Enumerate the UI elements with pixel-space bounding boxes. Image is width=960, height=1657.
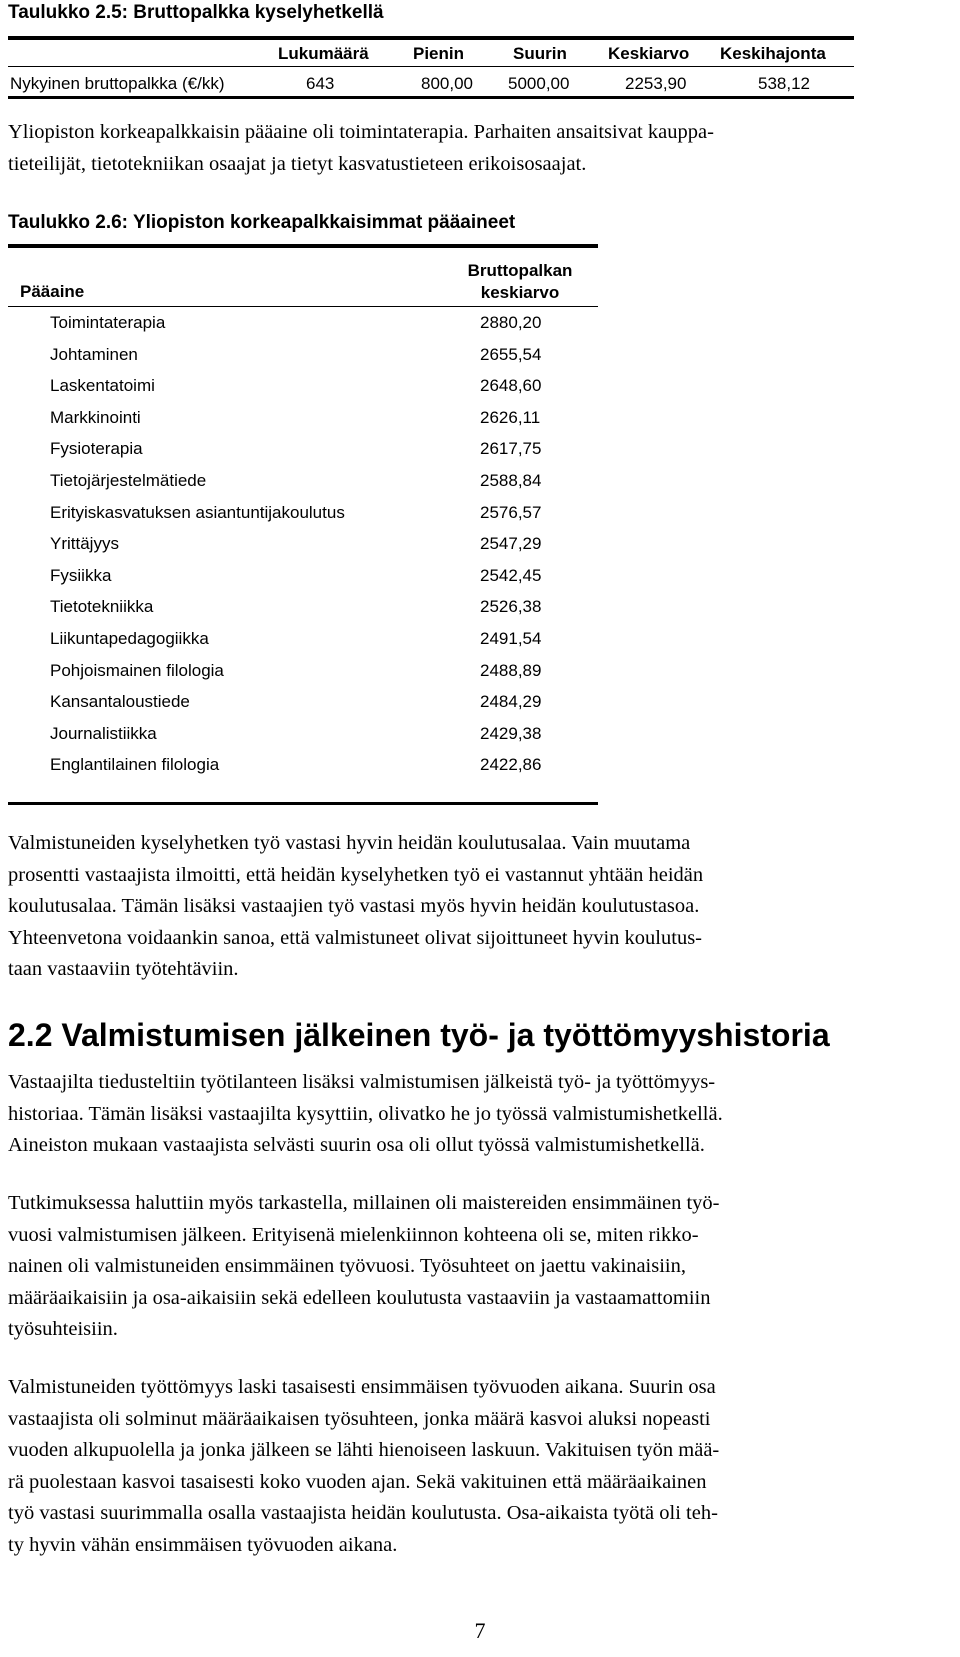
table-row-subject: Johtaminen [50,345,138,364]
header-keskihajonta: Keskihajonta [720,44,826,63]
table-2-5-top-rule [8,36,854,40]
table-2-5-header-rule [8,66,854,67]
col2-header-line-1: Bruttopalkan [467,261,573,280]
table-row-value: 2488,89 [480,661,542,680]
table-row-subject: Tietojärjestelmätiede [50,471,207,490]
paragraph-3-line-3: Aineiston mukaan vastaajista selvästi suurin osa oli ollut työssä valmistumishetkellä. [8,1134,705,1156]
paragraph-1-line-2: tieteilijät, tietotekniikan osaajat ja tietyt kasvatustieteen erikoisosaajat. [8,152,587,175]
paragraph-2-line-1: Valmistuneiden kyselyhetken työ vastasi hyvin heidän koulutusalaa. Vain muutama [8,832,691,854]
table-row-subject: Journalistiikka [50,724,157,743]
cell-lukumaara: 643 [306,74,335,93]
paragraph-5-line-3: vuoden alkupuolella ja jonka jälkeen se lähti hienoiseen laskuun. Vakituisen työn mää- [8,1439,720,1461]
cell-pienin: 800,00 [421,74,473,93]
paragraph-5-line-5: työ vastasi suurimmalla osalla vastaajista heidän koulutusta. Osa-aikaista työtä oli teh- [8,1502,718,1524]
table-row-value: 2617,75 [480,439,542,458]
paragraph-1 [8,117,948,180]
paragraph-2-line-5: taan vastaaviin työtehtäviin. [8,958,239,980]
table-row-value: 2429,38 [480,724,542,743]
table-row-value: 2491,54 [480,629,542,648]
table-row-subject: Tietotekniikka [50,597,154,616]
table-2-5-bottom-rule [8,96,854,99]
table-2-6-bottom-rule [8,802,598,805]
paragraph-2-line-2: prosentti vastaajista ilmoitti, että heidän kyselyhetken työ ei vastannut yhtään heidän [8,863,704,886]
table-2-6-col1-header: Pääaine [20,282,85,301]
table-2-6-header-rule [8,306,598,307]
header-suurin: Suurin [513,44,567,63]
table-row-subject: Kansantaloustiede [50,692,190,711]
paragraph-3 [8,1067,948,1162]
paragraph-3-line-1: Vastaajilta tiedusteltiin työtilanteen lisäksi valmistumisen jälkeistä työ- ja työttömyys- [8,1071,716,1093]
table-row-subject: Pohjoismainen filologia [50,661,224,680]
paragraph-5-line-2: vastaajista oli solminut määräaikaisen työsuhteen, jonka määrä kasvoi aluksi nopeasti [8,1407,711,1430]
cell-suurin: 5000,00 [508,74,570,93]
table-row-value: 2542,45 [480,566,542,585]
paragraph-5 [8,1372,948,1561]
paragraph-1-line-1: Yliopiston korkeapalkkaisin pääaine oli toimintaterapia. Parhaiten ansaitsivat kauppa- [8,121,714,143]
header-lukumaara: Lukumäärä [278,44,369,63]
table-2-5-caption: Taulukko 2.5: Bruttopalkka kyselyhetkellä [8,2,384,23]
header-pienin: Pienin [413,44,465,63]
paragraph-3-line-2: historiaa. Tämän lisäksi vastaajilta kysyttiin, olivatko he jo työssä valmistumishetkellä. [8,1102,723,1125]
paragraph-4-line-4: määräaikaisiin ja osa-aikaisiin sekä edelleen koulutusta vastaaviin ja vastaamattomiin [8,1286,711,1309]
paragraph-4-line-2: vuosi valmistumisen jälkeen. Erityisenä mielenkiinnon kohteena oli se, miten rikko- [8,1223,699,1246]
section-heading: 2.2 Valmistumisen jälkeinen työ- ja työttömyyshistoria [8,1017,830,1053]
table-2-6-col2-header [455,260,585,304]
paragraph-5-line-6: ty hyvin vähän ensimmäisen työvuoden aikana. [8,1533,398,1556]
table-row-subject: Fysiikka [50,566,112,585]
table-row-subject: Yrittäjyys [50,534,119,553]
paragraph-4-line-5: työsuhteisiin. [8,1318,118,1340]
paragraph-4-line-1: Tutkimuksessa haluttiin myös tarkastella, millainen oli maistereiden ensimmäinen työ- [8,1192,720,1214]
cell-keskihajonta: 538,12 [758,74,810,93]
table-row-value: 2547,29 [480,534,542,553]
table-row-value: 2655,54 [480,345,542,364]
table-row-subject: Erityiskasvatuksen asiantuntijakoulutus [50,503,345,522]
paragraph-5-line-1: Valmistuneiden työttömyys laski tasaisesti ensimmäisen työvuoden aikana. Suurin osa [8,1376,716,1398]
paragraph-4 [8,1188,948,1346]
row-label-bruttopalkka: Nykyinen bruttopalkka (€/kk) [10,74,225,93]
table-row-subject: Laskentatoimi [50,376,155,395]
header-keskiarvo: Keskiarvo [608,44,690,63]
table-row-subject: Markkinointi [50,408,141,427]
paragraph-2-line-4: Yhteenvetona voidaankin sanoa, että valmistuneet olivat sijoittuneet hyvin koulutus- [8,926,702,949]
paragraph-2 [8,828,948,986]
table-2-6-caption: Taulukko 2.6: Yliopiston korkeapalkkaisimmat pääaineet [8,212,516,233]
table-2-6-top-rule [8,244,598,248]
table-row-subject: Englantilainen filologia [50,755,220,774]
table-row-value: 2576,57 [480,503,542,522]
table-row-value: 2588,84 [480,471,542,490]
table-row-value: 2648,60 [480,376,542,395]
paragraph-2-line-3: koulutusalaa. Tämän lisäksi vastaajien työ vastasi myös hyvin heidän koulutustasoa. [8,895,700,917]
table-row-subject: Liikuntapedagogiikka [50,629,209,648]
table-row-value: 2626,11 [480,408,541,427]
page-number: 7 [474,1618,486,1643]
cell-keskiarvo: 2253,90 [625,74,687,93]
paragraph-5-line-4: rä puolestaan kasvoi tasaisesti koko vuoden ajan. Sekä vakituinen että määräaikainen [8,1470,707,1493]
paragraph-4-line-3: nainen oli valmistuneiden ensimmäinen työvuosi. Työsuhteet on jaettu vakinaisiin, [8,1255,686,1277]
table-row-value: 2422,86 [480,755,542,774]
table-row-value: 2484,29 [480,692,542,711]
table-row-value: 2880,20 [480,313,542,332]
table-row-subject: Fysioterapia [50,439,143,458]
col2-header-line-2: keskiarvo [480,283,560,302]
table-row-value: 2526,38 [480,597,542,616]
table-row-subject: Toimintaterapia [50,313,166,332]
